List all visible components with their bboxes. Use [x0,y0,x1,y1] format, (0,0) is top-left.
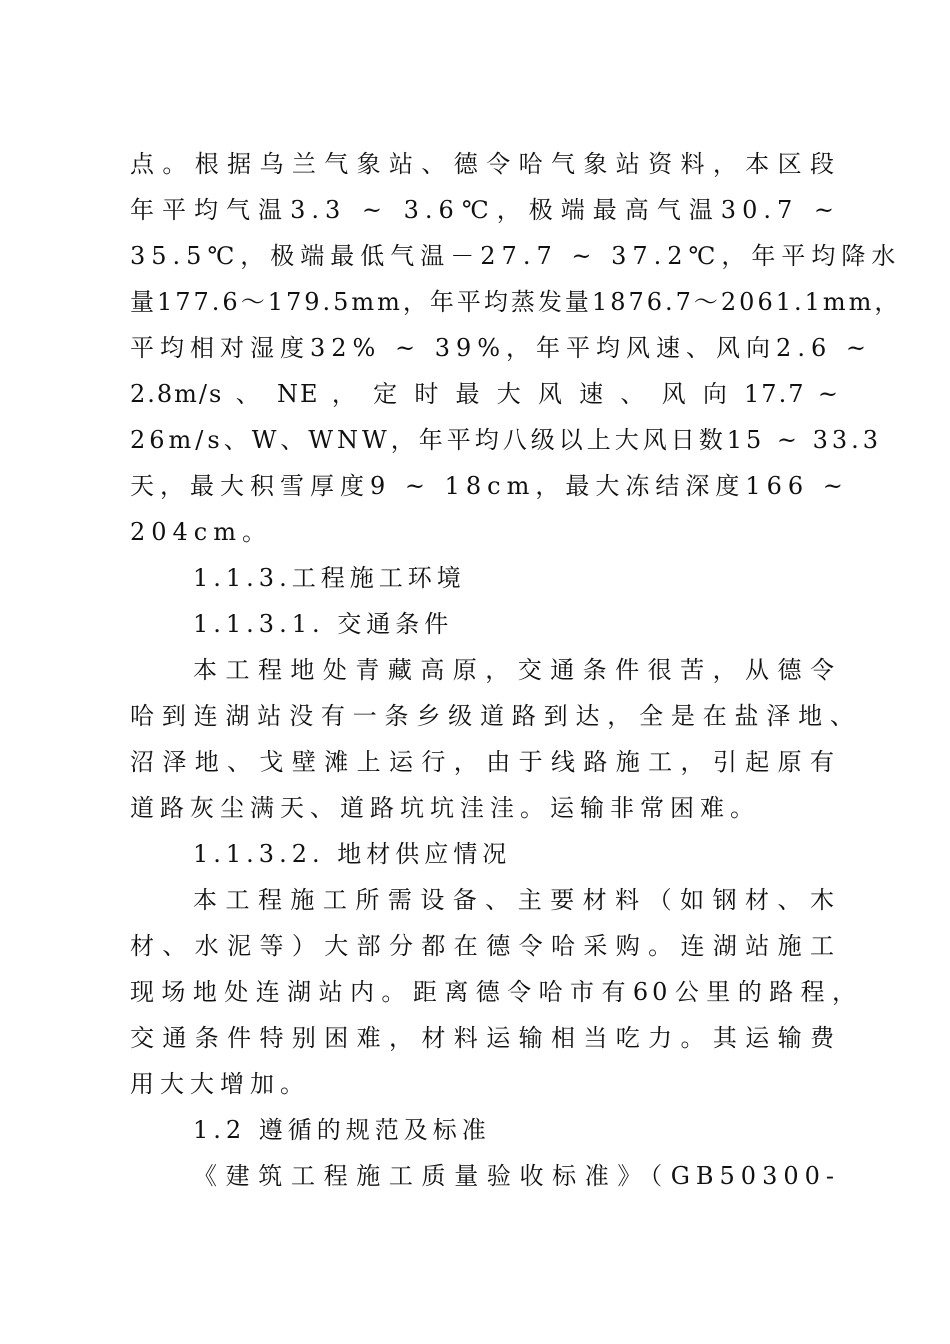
paragraph-line-1: 点。根据乌兰气象站、德令哈气象站资料，本区段 [130,150,840,178]
paragraph-line-17: 交通条件特别困难，材料运输相当吃力。其运输费 [130,1024,840,1052]
paragraph-line-6: 2.8m/s 、 NE ， 定 时 最 大 风 速 、 风 向 17.7 ~ [130,380,840,408]
paragraph-line-10: 本工程地处青藏高原，交通条件很苦，从德令 [193,656,840,684]
paragraph-line-9: 204cm。 [130,518,273,546]
paragraph-line-16: 现场地处连湖站内。距离德令哈市有60公里的路程， [130,978,860,1006]
section-heading-1-1-3: 1.1.3.工程施工环境 [193,564,466,592]
paragraph-line-7: 26m/s、W、WNW，年平均八级以上大风日数15 ~ 33.3 [130,426,883,454]
section-heading-1-1-3-1: 1.1.3.1. 交通条件 [193,610,454,638]
paragraph-line-18: 用大大增加。 [130,1070,310,1098]
paragraph-line-2: 年平均气温3.3 ~ 3.6℃，极端最高气温30.7 ~ [130,196,840,224]
section-heading-1-1-3-2: 1.1.3.2. 地材供应情况 [193,840,512,868]
paragraph-line-11: 哈到连湖站没有一条乡级道路到达，全是在盐泽地、 [130,702,860,730]
paragraph-line-14: 本工程施工所需设备、主要材料（如钢材、木 [193,886,840,914]
paragraph-line-15: 材、水泥等）大部分都在德令哈采购。连湖站施工 [130,932,840,960]
paragraph-line-5: 平均相对湿度32% ~ 39%，年平均风速、风向2.6 ~ [130,334,872,362]
paragraph-line-3: 35.5℃，极端最低气温－27.7 ~ 37.2℃，年平均降水 [130,242,902,270]
paragraph-line-12: 沼泽地、戈壁滩上运行，由于线路施工，引起原有 [130,748,840,776]
paragraph-line-19: 《建筑工程施工质量验收标准》（GB50300- [193,1162,840,1190]
paragraph-line-4: 量177.6～179.5mm，年平均蒸发量1876.7～2061.1mm， [130,288,902,316]
section-heading-1-2: 1.2 遵循的规范及标准 [193,1116,491,1144]
paragraph-line-8: 天，最大积雪厚度9 ~ 18cm，最大冻结深度166 ~ [130,472,849,500]
paragraph-line-13: 道路灰尘满天、道路坑坑洼洼。运输非常困难。 [130,794,760,822]
